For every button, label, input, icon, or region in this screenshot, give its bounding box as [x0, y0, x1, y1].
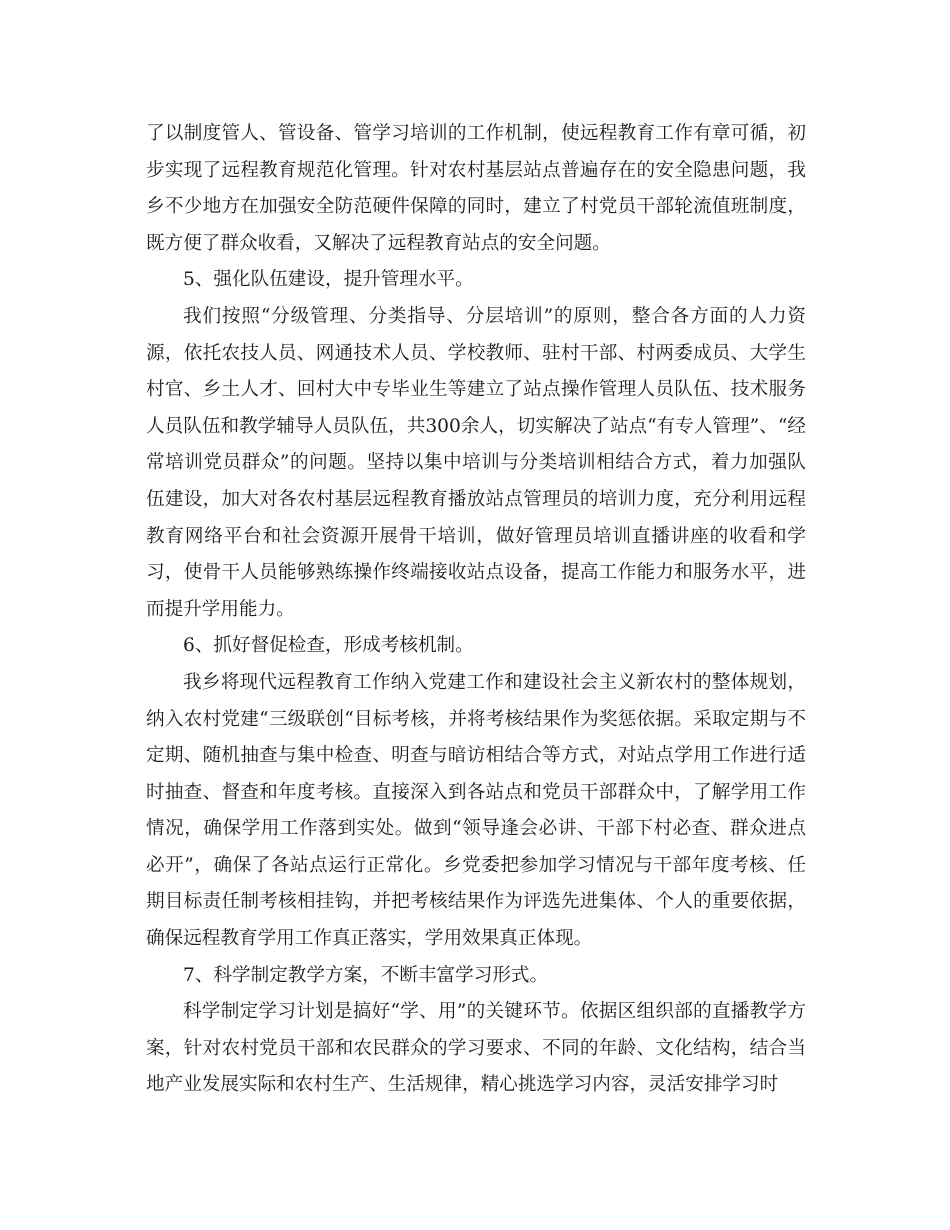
paragraph-team-building: 我们按照“分级管理、分类指导、分层培训”的原则，整合各方面的人力资源，依托农技人员、网通技术人员、学校教师、驻村干部、村两委成员、大学生村官、乡土人才、回村大中专毕业生等建立了站点操作管理人员队伍、技术服务人员队伍和教学辅导人员队伍，共300余人，切实解决了站点“有专人管理”、“经常培训党员群众”的问题。坚持以集中培训与分类培训相结合方式，着力加强队伍建设，加大对各农村基层远程教育播放站点管理员的培训力度，充分利用远程教育网络平台和社会资源开展骨干培训，做好管理员培训直播讲座的收看和学习，使骨干人员能够熟练操作终端接收站点设备，提高工作能力和服务水平，进而提升学用能力。	[146, 305, 806, 620]
paragraph-supervision: 我乡将现代远程教育工作纳入党建工作和建设社会主义新农村的整体规划，纳入农村党建“三级联创“目标考核，并将考核结果作为奖惩依据。采取定期与不定期、随机抽查与集中检查、明查与暗访相结合等方式，对站点学用工作进行适时抽查、督查和年度考核。直接深入到各站点和党员干部群众中，了解学用工作情况，确保学用工作落到实处。做到“领导逢会必讲、干部下村必查、群众进点必开”，确保了各站点运行正常化。乡党委把参加学习情况与干部年度考核、任期目标责任制考核相挂钩，并把考核结果作为评选先进集体、个人的重要依据，确保远程教育学用工作真正落实，学用效果真正体现。	[146, 671, 806, 950]
section-heading-7: 7、科学制定教学方案，不断丰富学习形式。	[183, 964, 549, 986]
section-heading-5: 5、强化队伍建设，提升管理水平。	[183, 269, 474, 291]
section-heading-6: 6、抓好督促检查，形成考核机制。	[183, 635, 474, 657]
paragraph-continuation: 了以制度管人、管设备、管学习培训的工作机制，使远程教育工作有章可循，初步实现了远程教育规范化管理。针对农村基层站点普遍存在的安全隐患问题，我乡不少地方在加强安全防范硬件保障的同时，建立了村党员干部轮流值班制度，既方便了群众收看，又解决了远程教育站点的安全问题。	[146, 123, 806, 254]
document-body	[146, 116, 806, 1104]
paragraph-teaching-plan: 科学制定学习计划是搞好“学、用”的关键环节。依据区组织部的直播教学方案，针对农村党员干部和农民群众的学习要求、不同的年龄、文化结构，结合当地产业发展实际和农村生产、生活规律，精心挑选学习内容，灵活安排学习时	[146, 1001, 806, 1096]
